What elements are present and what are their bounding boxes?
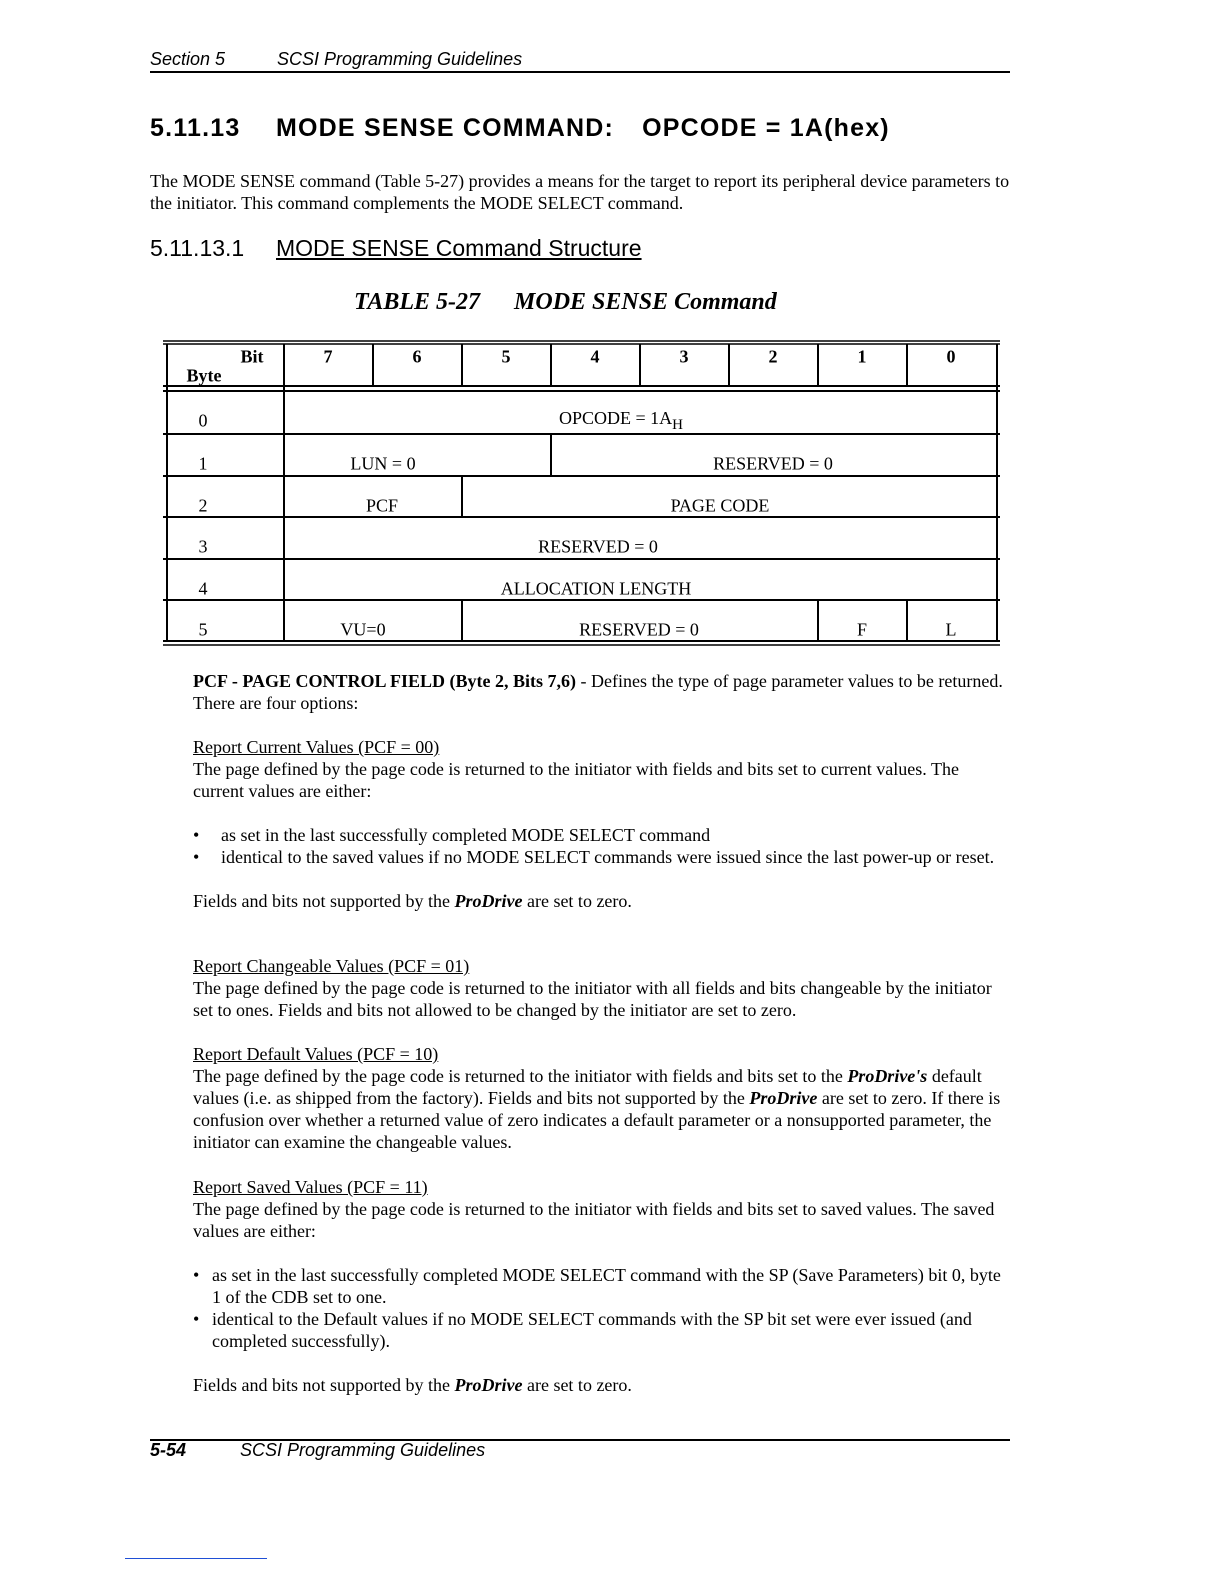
pcf-description — [193, 670, 1003, 714]
byte-label-5: 5 — [198, 619, 208, 640]
byte1-reserved-cell: RESERVED = 0 — [713, 453, 833, 474]
page-number: 5-54 — [150, 1440, 187, 1460]
prodrive-name: ProDrive — [749, 1088, 818, 1108]
current-values-block — [193, 736, 1003, 912]
saved-values-title: Report Saved Values (PCF = 11) — [193, 1177, 428, 1197]
table-grid — [163, 339, 1000, 649]
header-rule — [150, 71, 1010, 73]
lun-cell: LUN = 0 — [350, 453, 416, 474]
intro-paragraph: The MODE SENSE command (Table 5-27) provides a means for the target to report its peripheral device parameters to the initiator. This command complements the MODE SELECT command. — [150, 171, 1010, 213]
byte3-reserved-cell: RESERVED = 0 — [538, 536, 658, 557]
opcode-subscript: H — [672, 416, 684, 433]
footnote-rule — [125, 1558, 267, 1559]
byte-label-0: 0 — [198, 410, 208, 431]
saved-values-note: Fields and bits not supported by the ProDrive are set to zero. — [193, 1375, 632, 1395]
mode-sense-table — [163, 339, 1000, 649]
byte5-reserved-cell: RESERVED = 0 — [579, 619, 699, 640]
current-values-title: Report Current Values (PCF = 00) — [193, 737, 440, 757]
saved-values-text: The page defined by the page code is returned to the initiator with fields and bits set to saved values. The saved values are either: — [193, 1199, 995, 1241]
pcf-cell: PCF — [365, 495, 399, 516]
current-values-text: The page defined by the page code is returned to the initiator with fields and bits set to current values. The current values are either: — [193, 759, 959, 801]
section-command: MODE SENSE COMMAND: — [276, 114, 615, 142]
bit-header-7: 7 — [323, 346, 333, 367]
allocation-length-cell: ALLOCATION LENGTH — [500, 578, 692, 599]
bit-header-4: 4 — [590, 346, 600, 367]
changeable-values-text: The page defined by the page code is returned to the initiator with all fields and bits changeable by the initiator set to ones. Fields and bits not allowed to be changed by the initiator are set to zero. — [193, 978, 992, 1020]
prodrive-name: ProDrive — [454, 1375, 523, 1395]
pcf-text: - Defines the type of page parameter values to be returned. There are four options: — [193, 671, 1003, 713]
corner-byte-label: Byte — [186, 365, 222, 386]
flag-cell: F — [856, 619, 868, 640]
default-values-block — [193, 1043, 1003, 1153]
link-cell: L — [945, 619, 957, 640]
saved-values-block — [193, 1176, 1003, 1396]
page-footer — [150, 1440, 485, 1461]
bit-header-0: 0 — [946, 346, 956, 367]
prodrive-name: ProDrive — [454, 891, 523, 911]
bit-header-5: 5 — [501, 346, 511, 367]
pcf-label: PCF - PAGE CONTROL FIELD (Byte 2, Bits 7,6) — [193, 671, 576, 691]
bit-header-1: 1 — [857, 346, 867, 367]
section-heading — [150, 114, 890, 143]
bit-header-3: 3 — [679, 346, 689, 367]
byte-label-4: 4 — [198, 578, 208, 599]
section-number: 5.11.13 — [150, 114, 241, 142]
vu-cell: VU=0 — [340, 619, 386, 640]
current-values-list — [193, 824, 1003, 868]
saved-values-list — [193, 1264, 1003, 1352]
changeable-values-title: Report Changeable Values (PCF = 01) — [193, 956, 470, 976]
current-values-note: Fields and bits not supported by the ProDrive are set to zero. — [193, 891, 632, 911]
default-values-title: Report Default Values (PCF = 10) — [193, 1044, 439, 1064]
bit-header-2: 2 — [768, 346, 778, 367]
opcode-text: OPCODE = 1A — [558, 408, 673, 429]
corner-bit-label: Bit — [240, 346, 264, 367]
byte-label-1: 1 — [198, 453, 208, 474]
byte-label-2: 2 — [198, 495, 208, 516]
list-item: • identical to the saved values if no MODE SELECT commands were issued since the last power-up or reset. — [193, 846, 1003, 868]
subsection-heading — [150, 235, 642, 262]
subsection-title: MODE SENSE Command Structure — [276, 235, 642, 261]
table-caption-title: MODE SENSE Command — [514, 289, 777, 315]
list-item: • identical to the Default values if no MODE SELECT commands with the SP bit set were ever issued (and completed successfully). — [193, 1308, 1003, 1352]
list-item: • as set in the last successfully completed MODE SELECT command — [193, 824, 1003, 846]
opcode-cell — [559, 408, 683, 434]
changeable-values-block — [193, 955, 1003, 1021]
list-item: • as set in the last successfully completed MODE SELECT command with the SP (Save Parameters) bit 0, byte 1 of the CDB set to one. — [193, 1264, 1003, 1308]
page-code-cell: PAGE CODE — [670, 495, 770, 516]
byte-label-3: 3 — [198, 536, 208, 557]
section-opcode: OPCODE = 1A(hex) — [642, 114, 890, 142]
footer-title: SCSI Programming Guidelines — [240, 1440, 486, 1460]
running-header — [150, 49, 522, 70]
subsection-number: 5.11.13.1 — [150, 235, 245, 261]
default-values-text: The page defined by the page code is returned to the initiator with fields and bits set to the ProDrive's default values (i.e. as shipped from the factory). Fields and bits not supported by the ProDrive are set to zero. If there is confusion over whether a returned value of zero indicates a default parameter or a nonsupported parameter, the initiator can examine the changeable values. — [193, 1066, 1001, 1152]
bit-header-6: 6 — [412, 346, 422, 367]
table-caption-number: TABLE 5-27 — [354, 289, 481, 315]
header-section: Section 5 — [150, 49, 226, 69]
table-caption — [354, 289, 777, 316]
header-title: SCSI Programming Guidelines — [277, 49, 523, 69]
prodrive-name: ProDrive's — [847, 1066, 928, 1086]
